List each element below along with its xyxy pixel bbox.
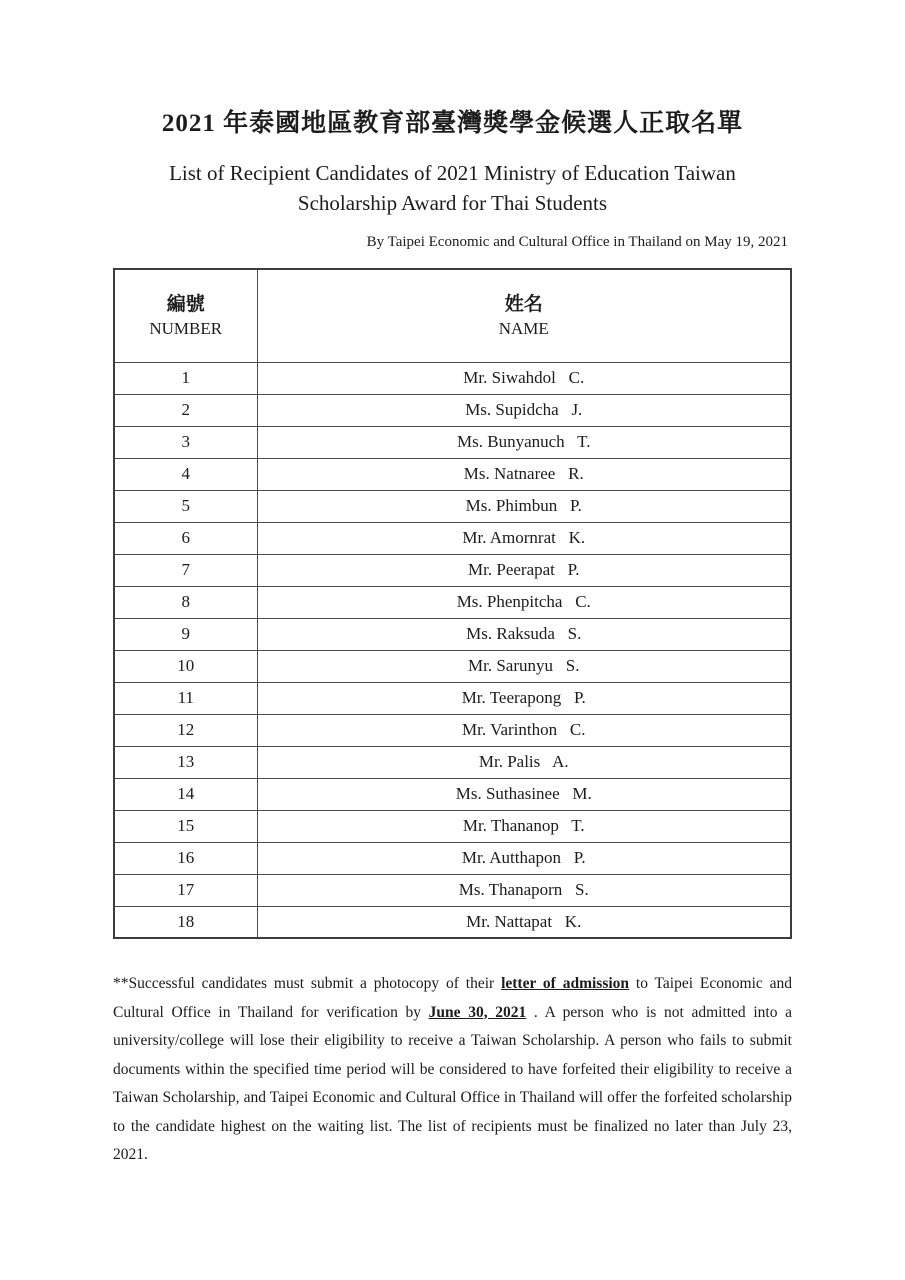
table-header-name — [257, 269, 791, 362]
row-number-cell: 6 — [114, 522, 257, 554]
row-number-cell: 11 — [114, 682, 257, 714]
row-number-cell: 5 — [114, 490, 257, 522]
page-title-english — [113, 158, 792, 218]
row-number-cell: 17 — [114, 874, 257, 906]
row-name-cell: Ms. Thanaporn S. — [257, 874, 791, 906]
table-row — [114, 522, 791, 554]
table-row — [114, 426, 791, 458]
row-number-cell: 10 — [114, 650, 257, 682]
row-number-cell: 14 — [114, 778, 257, 810]
table-row — [114, 554, 791, 586]
header-number-en: NUMBER — [149, 318, 223, 338]
row-name-cell: Mr. Varinthon C. — [257, 714, 791, 746]
row-name-cell: Ms. Bunyanuch T. — [257, 426, 791, 458]
page-title-english-line2: Scholarship Award for Thai Students — [297, 191, 608, 215]
row-name-cell: Mr. Autthapon P. — [257, 842, 791, 874]
table-header — [114, 269, 791, 362]
table-row — [114, 746, 791, 778]
table-row — [114, 586, 791, 618]
note-paragraph — [113, 970, 792, 1170]
row-number-cell: 16 — [114, 842, 257, 874]
row-number-cell: 9 — [114, 618, 257, 650]
header-number-zh: 編號 — [166, 293, 205, 315]
table-row — [114, 362, 791, 394]
table-row — [114, 394, 791, 426]
page-title-chinese: 2021 年泰國地區教育部臺灣獎學金候選人正取名單 — [161, 110, 744, 137]
row-number-cell: 7 — [114, 554, 257, 586]
row-name-cell: Ms. Phimbun P. — [257, 490, 791, 522]
row-name-cell: Ms. Supidcha J. — [257, 394, 791, 426]
table-header-row — [114, 269, 791, 362]
table-row — [114, 874, 791, 906]
note-segment: to Taipei Economic and Cultural Office in Thailand for verification by — [113, 975, 792, 1021]
row-number-cell: 2 — [114, 394, 257, 426]
table-row — [114, 618, 791, 650]
row-number-cell: 15 — [114, 810, 257, 842]
row-name-cell: Mr. Peerapat P. — [257, 554, 791, 586]
note-segment: **Successful candidates must submit a photocopy of their — [113, 975, 502, 992]
row-number-cell: 13 — [114, 746, 257, 778]
table-row — [114, 490, 791, 522]
table-body — [114, 362, 791, 938]
row-name-cell: Mr. Nattapat K. — [257, 906, 791, 938]
byline: By Taipei Economic and Cultural Office in Thailand on May 19, 2021 — [366, 234, 788, 250]
row-name-cell: Mr. Thananop T. — [257, 810, 791, 842]
row-name-cell: Ms. Phenpitcha C. — [257, 586, 791, 618]
header-name-en: NAME — [498, 318, 549, 338]
table-row — [114, 842, 791, 874]
row-name-cell: Mr. Teerapong P. — [257, 682, 791, 714]
note-segment: June 30, 2021 — [428, 1003, 527, 1021]
recipients-table — [113, 268, 792, 939]
table-row — [114, 458, 791, 490]
table-row — [114, 682, 791, 714]
row-number-cell: 18 — [114, 906, 257, 938]
header-name-zh: 姓名 — [504, 293, 543, 315]
note-segment: . A person who is not admitted into a university/college will lose their eligibility to receive a Taiwan Scholarship. A person who fails to submit documents within the specified time period will be considered to have forfeited their eligibility to receive a Taiwan Scholarship, and Taipei Economic and Cultural Office in Thailand will offer the forfeited scholarship to the candidate highest on the waiting list. The list of recipients must be finalized no later than July 23, 2021. — [113, 1003, 793, 1163]
row-number-cell: 12 — [114, 714, 257, 746]
row-number-cell: 8 — [114, 586, 257, 618]
row-name-cell: Ms. Natnaree R. — [257, 458, 791, 490]
table-row — [114, 714, 791, 746]
table-row — [114, 778, 791, 810]
row-number-cell: 3 — [114, 426, 257, 458]
row-name-cell: Mr. Amornrat K. — [257, 522, 791, 554]
row-number-cell: 4 — [114, 458, 257, 490]
row-name-cell: Ms. Suthasinee M. — [257, 778, 791, 810]
table-header-number — [114, 269, 257, 362]
note-segment: letter of admission — [501, 975, 630, 992]
row-name-cell: Mr. Palis A. — [257, 746, 791, 778]
table-row — [114, 810, 791, 842]
row-name-cell: Mr. Sarunyu S. — [257, 650, 791, 682]
row-number-cell: 1 — [114, 362, 257, 394]
row-name-cell: Ms. Raksuda S. — [257, 618, 791, 650]
table-row — [114, 906, 791, 938]
page-title-english-line1: List of Recipient Candidates of 2021 Ministry of Education Taiwan — [169, 161, 736, 185]
row-name-cell: Mr. Siwahdol C. — [257, 362, 791, 394]
table-row — [114, 650, 791, 682]
